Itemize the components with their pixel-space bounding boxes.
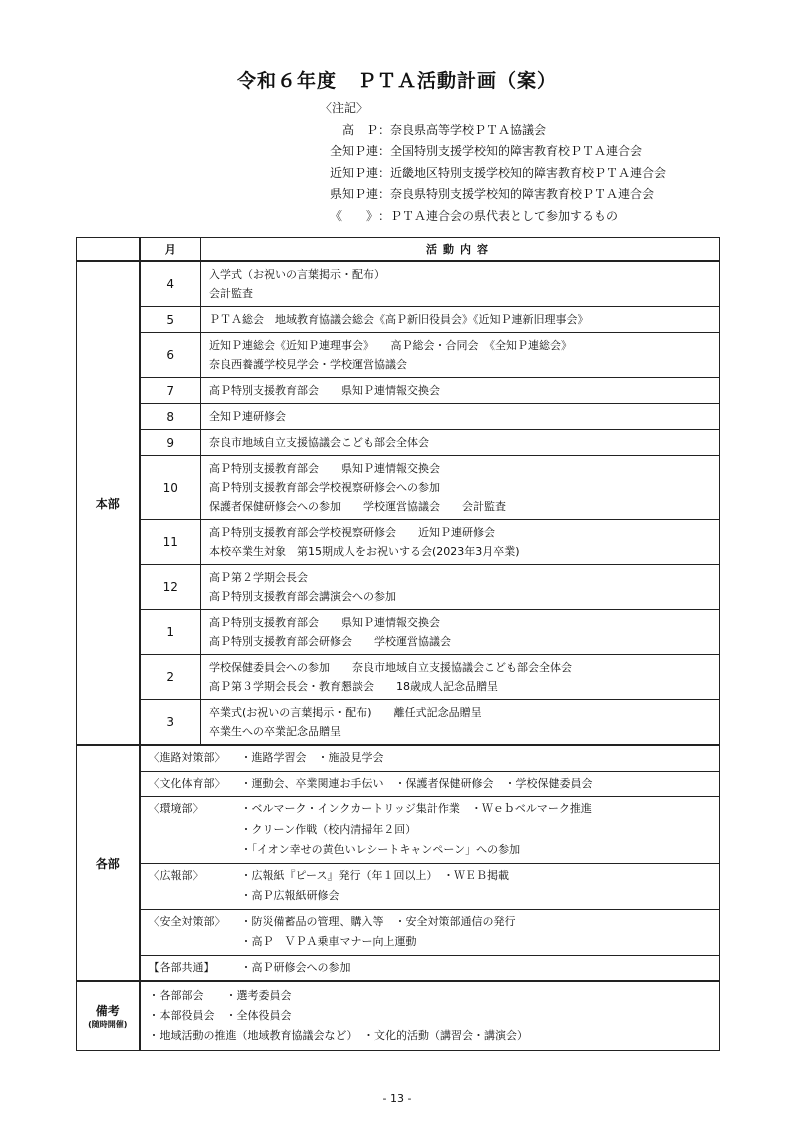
note-separator: ： bbox=[378, 122, 391, 137]
activity-line: 卒業生への卒業記念品贈呈 bbox=[209, 725, 341, 738]
note-abbr: 全知Ｐ連 bbox=[329, 144, 378, 158]
month-cell: 2 bbox=[140, 655, 201, 700]
department-line bbox=[149, 748, 720, 769]
note-separator: ： bbox=[378, 208, 391, 223]
activity-cell bbox=[201, 333, 720, 378]
activity-line: 全知Ｐ連研修会 bbox=[209, 410, 286, 423]
department-line bbox=[149, 958, 720, 979]
department-name: 〈安全対策部〉 bbox=[148, 914, 226, 928]
note-separator: ： bbox=[378, 165, 391, 180]
note-abbr: 近知Ｐ連 bbox=[329, 165, 378, 180]
department-line bbox=[149, 886, 720, 907]
note-row bbox=[300, 184, 666, 206]
activity-line: 高Ｐ特別支援教育部会 県知Ｐ連情報交換会 bbox=[209, 462, 440, 475]
activity-line: 高Ｐ特別支援教育部会 県知Ｐ連情報交換会 bbox=[209, 616, 440, 629]
month-cell: 6 bbox=[140, 333, 201, 378]
department-item: ・進路学習会 ・施設見学会 bbox=[240, 751, 384, 764]
table-header-row bbox=[77, 238, 720, 262]
activity-line: 高Ｐ特別支援教育部会学校視察研修会への参加 bbox=[209, 481, 440, 494]
table-row bbox=[77, 610, 720, 655]
department-row bbox=[77, 955, 720, 981]
section-label-honbu: 本部 bbox=[77, 261, 140, 745]
note-row bbox=[300, 206, 666, 228]
month-cell: 12 bbox=[140, 565, 201, 610]
department-row bbox=[77, 797, 720, 864]
table-row bbox=[77, 655, 720, 700]
note-row bbox=[300, 141, 666, 163]
month-cell: 1 bbox=[140, 610, 201, 655]
department-item: ・高Ｐ ＶＰＡ乗車マナー向上運動 bbox=[240, 935, 417, 948]
activity-line: 卒業式(お祝いの言葉掲示・配布) 離任式記念品贈呈 bbox=[209, 706, 482, 719]
table-row bbox=[77, 520, 720, 565]
month-cell: 7 bbox=[140, 378, 201, 404]
department-row bbox=[77, 771, 720, 797]
department-line bbox=[149, 912, 720, 933]
note-text: 奈良県高等学校ＰＴＡ協議会 bbox=[390, 122, 547, 137]
note-abbr: 《 》 bbox=[329, 208, 378, 223]
activity-line: 高Ｐ特別支援教育部会講演会への参加 bbox=[209, 590, 396, 603]
department-item: ・高Ｐ研修会への参加 bbox=[240, 960, 351, 974]
activity-cell bbox=[201, 700, 720, 746]
department-item: ・高Ｐ広報紙研修会 bbox=[240, 889, 340, 902]
activity-line: 高Ｐ特別支援教育部会研修会 学校運営協議会 bbox=[209, 635, 451, 648]
department-line bbox=[149, 866, 720, 887]
department-cell bbox=[140, 955, 720, 981]
activity-line: 高Ｐ第３学期会長会・教育懇談会 18歳成人記念品贈呈 bbox=[209, 680, 498, 693]
activity-line: ＰＴＡ総会 地域教育協議会総会《高Ｐ新旧役員会》《近知Ｐ連新旧理事会》 bbox=[209, 313, 589, 326]
department-name: 〈文化体育部〉 bbox=[148, 776, 226, 790]
department-row bbox=[77, 909, 720, 955]
table-row bbox=[77, 565, 720, 610]
table-row bbox=[77, 430, 720, 456]
notes-heading: 〈注記〉 bbox=[320, 101, 369, 115]
activity-line: 会計監査 bbox=[209, 287, 253, 300]
department-indent bbox=[149, 886, 241, 907]
remarks-row bbox=[77, 981, 720, 1051]
activity-line: 近知Ｐ連総会《近知Ｐ連理事会》 高Ｐ総会・合同会 《全知Ｐ連総会》 bbox=[209, 339, 572, 352]
activity-cell bbox=[201, 456, 720, 520]
activity-line: 高Ｐ第２学期会長会 bbox=[209, 571, 308, 584]
remarks-line: ・地域活動の推進（地域教育協議会など） ・文化的活動（講習会・講演会） bbox=[148, 1029, 528, 1042]
department-item: ・防災備蓄品の管理、購入等 ・安全対策部通信の発行 bbox=[240, 914, 516, 928]
note-text: 全国特別支援学校知的障害教育校ＰＴＡ連合会 bbox=[390, 144, 643, 158]
table-row bbox=[77, 700, 720, 746]
note-abbr: 県知Ｐ連 bbox=[329, 187, 378, 201]
table-row bbox=[77, 456, 720, 520]
month-cell: 11 bbox=[140, 520, 201, 565]
department-line bbox=[149, 820, 720, 841]
department-cell bbox=[140, 909, 720, 955]
table-row bbox=[77, 378, 720, 404]
activity-cell bbox=[201, 610, 720, 655]
month-cell: 8 bbox=[140, 404, 201, 430]
department-indent bbox=[149, 932, 241, 953]
month-cell: 4 bbox=[140, 261, 201, 307]
page-title: 令和６年度 ＰＴＡ活動計画（案） bbox=[236, 70, 557, 92]
notes-list bbox=[300, 120, 666, 228]
department-line bbox=[149, 840, 720, 861]
department-line bbox=[149, 932, 720, 953]
department-cell bbox=[140, 745, 720, 771]
department-item: ・ベルマーク・インクカートリッジ集計作業 ・Ｗｅｂベルマーク推進 bbox=[240, 802, 592, 815]
page-number: - 13 - bbox=[382, 1092, 412, 1105]
department-indent bbox=[149, 820, 241, 841]
department-name: 〈進路対策部〉 bbox=[148, 751, 226, 764]
activity-line: 高Ｐ特別支援教育部会学校視察研修会 近知Ｐ連研修会 bbox=[209, 526, 495, 539]
table-row bbox=[77, 404, 720, 430]
department-item: ・クリーン作戦（校内清掃年２回） bbox=[240, 822, 417, 836]
remarks-label: 備考 bbox=[95, 1004, 120, 1018]
month-header: 月 bbox=[140, 238, 201, 262]
remarks-sublabel: (随時開催) bbox=[88, 1020, 128, 1029]
department-name: 〈広報部〉 bbox=[148, 868, 204, 882]
activity-cell bbox=[201, 404, 720, 430]
department-row bbox=[77, 863, 720, 909]
department-cell bbox=[140, 771, 720, 797]
remarks-line: ・各部部会 ・選考委員会 bbox=[148, 989, 292, 1002]
activity-cell bbox=[201, 520, 720, 565]
department-name: 【各部共通】 bbox=[148, 960, 215, 974]
table-header-corner bbox=[77, 238, 140, 262]
month-cell: 3 bbox=[140, 700, 201, 746]
activity-cell bbox=[201, 430, 720, 456]
note-separator: ： bbox=[378, 187, 391, 201]
activity-line: 奈良西養護学校見学会・学校運営協議会 bbox=[209, 358, 407, 371]
table-row bbox=[77, 307, 720, 333]
notes-legend bbox=[300, 98, 666, 227]
section-label-kakubu: 各部 bbox=[77, 745, 140, 981]
department-line bbox=[149, 799, 720, 820]
note-separator: ： bbox=[378, 144, 391, 158]
note-text: 近畿地区特別支援学校知的障害教育校ＰＴＡ連合会 bbox=[390, 165, 667, 180]
table-row bbox=[77, 333, 720, 378]
activity-cell bbox=[201, 261, 720, 307]
month-cell: 10 bbox=[140, 456, 201, 520]
table-row bbox=[77, 261, 720, 307]
note-abbr: 高 Ｐ bbox=[341, 122, 378, 137]
department-line bbox=[149, 774, 720, 795]
activity-line: 入学式（お祝いの言葉掲示・配布） bbox=[209, 268, 385, 281]
activity-cell bbox=[201, 378, 720, 404]
activity-line: 奈良市地域自立支援協議会こども部会全体会 bbox=[209, 436, 429, 449]
activity-line: 保護者保健研修会への参加 学校運営協議会 会計監査 bbox=[209, 500, 506, 513]
note-text: 奈良県特別支援学校知的障害教育校ＰＴＡ連合会 bbox=[390, 187, 655, 201]
remarks-cell bbox=[140, 981, 720, 1051]
department-row bbox=[77, 745, 720, 771]
note-text: ＰＴＡ連合会の県代表として参加するもの bbox=[390, 208, 619, 223]
remarks-line: ・本部役員会 ・全体役員会 bbox=[148, 1009, 292, 1022]
department-item: ・運動会、卒業関連お手伝い ・保護者保健研修会 ・学校保健委員会 bbox=[240, 776, 593, 790]
month-cell: 9 bbox=[140, 430, 201, 456]
activity-line: 高Ｐ特別支援教育部会 県知Ｐ連情報交換会 bbox=[209, 384, 440, 397]
department-cell bbox=[140, 797, 720, 864]
activity-plan-table bbox=[76, 237, 720, 1051]
section-label-biko bbox=[77, 981, 140, 1051]
department-item: ・広報紙『ピース』発行（年１回以上） ・ＷＥＢ掲載 bbox=[240, 868, 510, 882]
activity-cell bbox=[201, 565, 720, 610]
note-row bbox=[300, 120, 666, 142]
content-header: 活動内容 bbox=[201, 238, 720, 262]
department-cell bbox=[140, 863, 720, 909]
activity-cell bbox=[201, 307, 720, 333]
activity-line: 学校保健委員会への参加 奈良市地域自立支援協議会こども部会全体会 bbox=[209, 661, 572, 674]
department-name: 〈環境部〉 bbox=[148, 802, 204, 815]
month-cell: 5 bbox=[140, 307, 201, 333]
note-row bbox=[300, 163, 666, 185]
activity-cell bbox=[201, 655, 720, 700]
department-item: ・「イオン幸せの黄色いレシートキャンペーン」への参加 bbox=[240, 843, 521, 856]
activity-line: 本校卒業生対象 第15期成人をお祝いする会(2023年3月卒業) bbox=[209, 545, 520, 558]
department-indent bbox=[149, 840, 241, 861]
